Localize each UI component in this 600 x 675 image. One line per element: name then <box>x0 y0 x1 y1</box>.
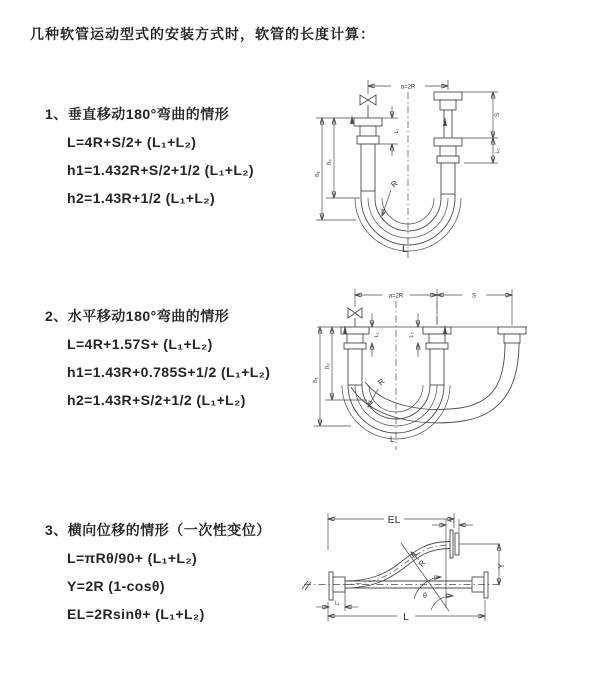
length-label: L <box>402 243 408 255</box>
formula-line: L=4R+1.57S+ (L₁+L₂) <box>67 336 213 352</box>
dimension-a-2r-s <box>355 289 512 325</box>
right-connector <box>498 327 526 343</box>
dim-label-s: S <box>495 112 501 118</box>
diagram-horizontal-move-180 <box>305 282 600 467</box>
dimension-l1 <box>316 590 358 611</box>
dimension-l1 <box>372 313 380 357</box>
formula-line: L=πRθ/90+ (L₁+L₂) <box>67 550 198 566</box>
radius-callout <box>382 179 400 216</box>
dimension-l2 <box>409 313 418 357</box>
left-connector <box>350 115 382 198</box>
radius-label: R <box>376 376 387 388</box>
formula-line: h2=1.43R+S/2+1/2 (L₁+L₂) <box>67 392 246 408</box>
braided-hose <box>441 163 455 194</box>
middle-connector <box>423 325 451 385</box>
dim-label-h1: h₁ <box>315 171 321 177</box>
valve-icon <box>348 308 362 327</box>
dim-label-l1: L₁ <box>394 128 400 134</box>
dim-label-l2: L₂ <box>495 148 501 154</box>
formula-line: Y=2R (1-cosθ) <box>67 578 165 594</box>
dim-label-l2: L₂ <box>449 518 455 524</box>
dim-label-h2: h₂ <box>327 159 333 165</box>
braided-hose <box>348 349 362 385</box>
braided-hose <box>361 144 375 191</box>
dim-label-h2: h₂ <box>325 363 331 369</box>
dim-label-a-2r: a=2R <box>400 84 416 91</box>
formula-line: h2=1.43R+1/2 (L₁+L₂) <box>67 190 216 206</box>
left-connector <box>341 325 369 385</box>
dim-label-l2: L₂ <box>409 332 415 338</box>
radius-callout <box>368 377 387 407</box>
dimension-y <box>497 544 506 585</box>
left-flange <box>329 572 345 600</box>
dim-label-h1: h₁ <box>313 377 319 383</box>
diagram-lateral-displacement <box>300 498 600 663</box>
diagram-vertical-bend-180 <box>308 66 600 266</box>
formula-line: h1=1.432R+S/2+1/2 (L₁+L₂) <box>67 162 254 178</box>
valve-icon <box>360 95 376 118</box>
dimension-l <box>328 600 485 623</box>
dim-label-s: S <box>471 293 477 300</box>
formula-line: EL=2Rsinθ+ (L₁+L₂) <box>67 606 205 622</box>
dim-label-a-2r: a=2R <box>388 293 404 300</box>
lower-flange <box>472 572 488 598</box>
dim-label-l1: L₁ <box>374 332 380 338</box>
braided-hose <box>430 349 444 385</box>
section-horizontal-move <box>45 302 325 414</box>
dim-label-l: L <box>403 611 409 623</box>
right-connector <box>434 92 462 198</box>
theta-label: θ <box>423 593 427 600</box>
radius-label: R <box>416 558 428 569</box>
dimension-l1 <box>379 106 400 156</box>
dim-label-el: EL <box>387 514 401 526</box>
formula-line: h1=1.43R+0.785S+1/2 (L₁+L₂) <box>67 364 271 380</box>
section-vertical-move <box>45 100 325 212</box>
radius-label: R <box>389 178 400 190</box>
section-heading: 3、横向位移的情形（一次性变位） <box>45 522 271 538</box>
section-heading: 1、垂直移动180°弯曲的情形 <box>45 106 230 122</box>
section-lateral-displacement <box>45 516 325 628</box>
section-heading: 2、水平移动180°弯曲的情形 <box>45 308 230 324</box>
dimension-el <box>328 513 454 550</box>
dim-label-l1: L₁ <box>334 600 340 607</box>
dimension-s-l2 <box>462 92 501 163</box>
dim-label-y: Y <box>497 563 506 569</box>
page-title: 几种软管运动型式的安装方式时，软管的长度计算： <box>30 26 375 42</box>
dimension-h1-h2 <box>315 118 360 220</box>
length-label: L <box>390 435 395 444</box>
upper-flange <box>450 530 500 558</box>
formula-line: L=4R+S/2+ (L₁+L₂) <box>67 134 197 150</box>
flow-arrow-icon <box>350 115 354 124</box>
